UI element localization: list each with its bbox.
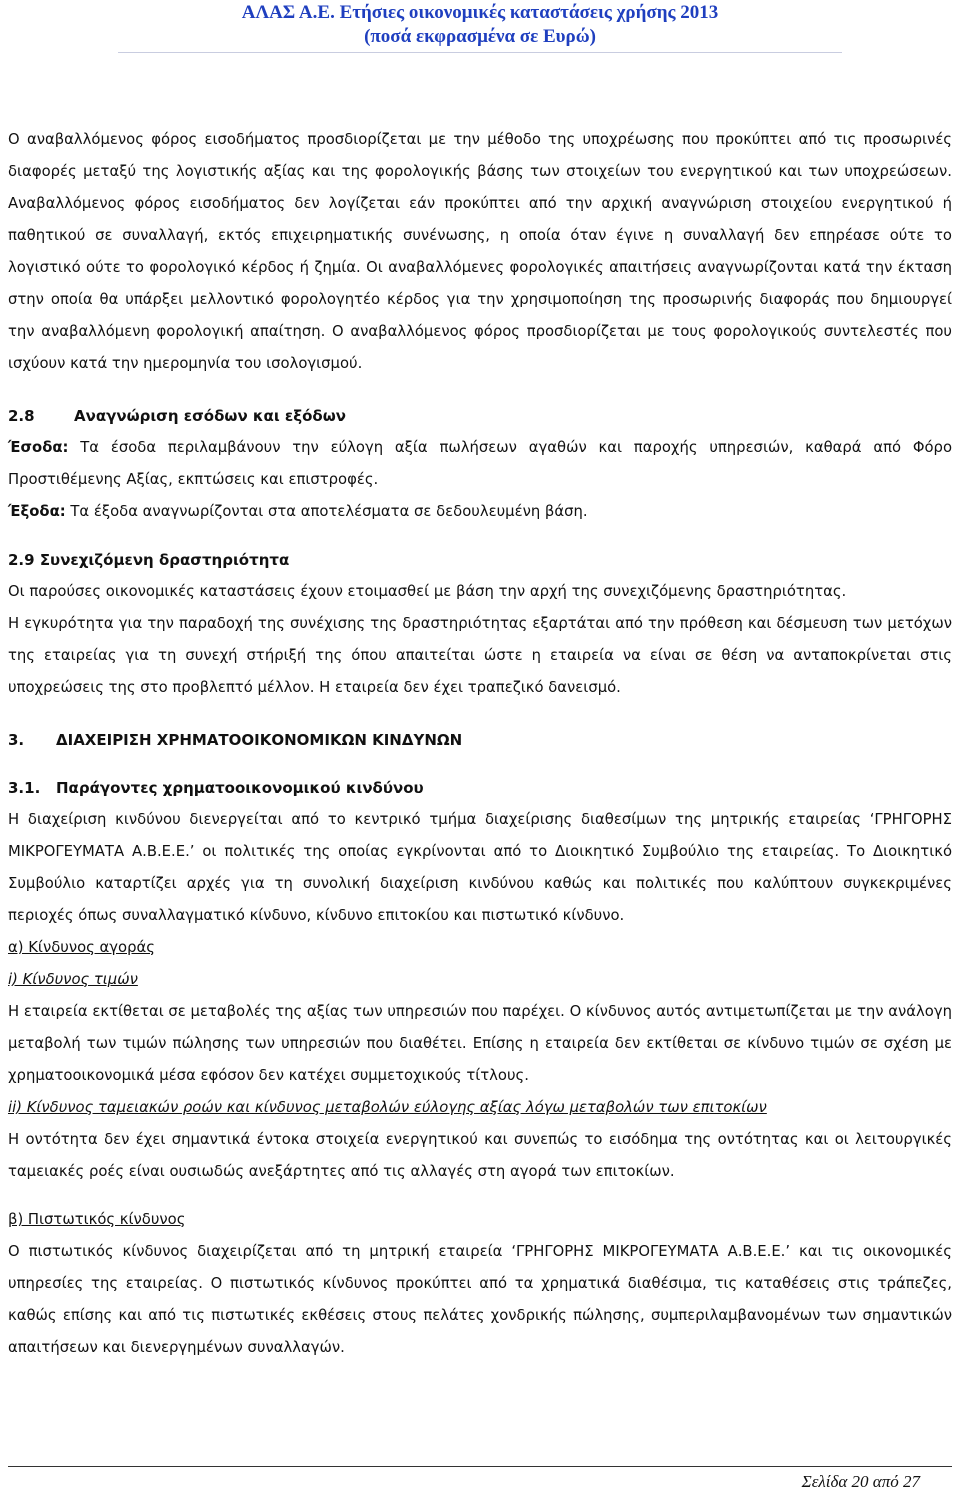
section-2-9-title: Συνεχιζόμενη δραστηριότητα: [39, 551, 290, 569]
income-text: Τα έσοδα περιλαμβάνουν την εύλογη αξία πωλήσεων αγαθών και παροχής υπηρεσιών, καθαρά από Φόρο Προστιθέμενης Αξίας, εκπτώσεις και επιστροφές.: [8, 439, 952, 488]
page-number: Σελίδα 20 από 27: [801, 1472, 920, 1491]
section-3-number: 3.: [8, 731, 25, 749]
going-concern-paragraph-2: Η εγκυρότητα για την παραδοχή της συνέχισης της δραστηριότητας εξαρτάται από την πρόθεση και δέσμευση των μετόχων της εταιρείας για τη συνεχή στήριξή της όπου απαιτείται ώστε η εταιρεία να είναι σε θέση να ανταποκρίνεται στις υποχρεώσεις της στο προβλεπτό μέλλον. Η εταιρεία δεν έχει τραπεζικό δανεισμό.: [8, 615, 952, 696]
income-paragraph: [8, 432, 952, 496]
footer-divider: [8, 1466, 952, 1467]
section-2-8-number: 2.8: [8, 407, 35, 425]
section-2-9-heading: [8, 544, 952, 576]
income-label: Έσοδα:: [8, 439, 69, 456]
section-2-8-title: Αναγνώριση εσόδων και εξόδων: [74, 407, 346, 425]
section-3-title: ΔΙΑΧΕΙΡΙΣΗ ΧΡΗΜΑΤΟΟΙΚΟΝΟΜΙΚΩΝ ΚΙΝΔΥΝΩΝ: [56, 731, 463, 749]
header-divider: [118, 52, 842, 53]
expense-label: Έξοδα:: [8, 503, 66, 520]
market-risk-heading: α) Κίνδυνος αγοράς: [8, 939, 155, 956]
price-risk-paragraph: Η εταιρεία εκτίθεται σε μεταβολές της αξίας των υπηρεσιών που παρέχει. Ο κίνδυνος αυτός αντιμετωπίζεται με την ανάλογη μεταβολή των τιμών πώλησης των υπηρεσιών που διαθέτει. Επίσης η εταιρεία δεν εκτίθεται σε κίνδυνο τιμών σε σχέση με χρηματοοικονομικά μέσα εφόσον δεν κατέχει συμμετοχικούς τίτλους.: [8, 1003, 952, 1084]
report-title: ΑΛΑΣ Α.Ε. Ετήσιες οικονομικές καταστάσεις χρήσης 2013: [241, 2, 719, 23]
risk-management-paragraph: Η διαχείριση κινδύνου διενεργείται από το κεντρικό τμήμα διαχείρισης διαθεσίμων της μητρικής εταιρείας ‘ΓΡΗΓΟΡΗΣ ΜΙΚΡΟΓΕΥΜΑΤΑ Α.Β.Ε.Ε.’ οι πολιτικές της οποίας εγκρίνονται από το Διοικητικό Συμβούλιο της εταιρείας. Το Διοικητικό Συμβούλιο καταρτίζει αρχές για τη συνολική διαχείριση κινδύνου καθώς και πολιτικές που καλύπτουν συγκεκριμένες περιοχές όπως συναλλαγματικό κίνδυνο, κίνδυνο επιτοκίου και πιστωτικό κίνδυνο.: [8, 811, 952, 924]
credit-risk-heading: β) Πιστωτικός κίνδυνος: [8, 1211, 186, 1228]
section-3-1-number: 3.1.: [8, 779, 41, 797]
document-body: [8, 124, 952, 1364]
expense-paragraph: [8, 496, 952, 528]
deferred-tax-paragraph: Ο αναβαλλόμενος φόρος εισοδήματος προσδιορίζεται με την μέθοδο της υποχρέωσης που προκύπτει από τις προσωρινές διαφορές μεταξύ της λογιστικής αξίας και της φορολογικής βάσης των στοιχείων του ενεργητικού και των υποχρεώσεων. Αναβαλλόμενος φόρος εισοδήματος δεν λογίζεται εάν προκύπτει από την αρχική αναγνώριση στοιχείου ενεργητικού ή παθητικού σε συναλλαγή, εκτός επιχειρηματικής συνένωσης, η οποία όταν έγινε η συναλλαγή δεν επηρέασε ούτε το λογιστικό ούτε το φορολογικό κέρδος ή ζημία. Οι αναβαλλόμενες φορολογικές απαιτήσεις αναγνωρίζονται κατά την έκταση στην οποία θα υπάρξει μελλοντικό φορολογητέο κέρδος για την χρησιμοποίηση της προσωρινής διαφοράς που δημιουργεί την αναβαλλόμενη φορολογική απαίτηση. Ο αναβαλλόμενος φόρος προσδιορίζεται με τους φορολογικούς συντελεστές που ισχύουν κατά την ημερομηνία του ισολογισμού.: [8, 131, 952, 372]
price-risk-heading: i) Κίνδυνος τιμών: [8, 971, 138, 988]
cashflow-risk-heading: ii) Κίνδυνος ταμειακών ροών και κίνδυνος μεταβολών εύλογης αξίας λόγω μεταβολών των επιτοκίων: [8, 1099, 767, 1116]
going-concern-paragraph-1: Οι παρούσες οικονομικές καταστάσεις έχουν ετοιμασθεί με βάση την αρχή της συνεχιζόμενης δραστηριότητας.: [8, 583, 847, 600]
credit-risk-paragraph: Ο πιστωτικός κίνδυνος διαχειρίζεται από τη μητρική εταιρεία ‘ΓΡΗΓΟΡΗΣ ΜΙΚΡΟΓΕΥΜΑΤΑ Α.Β.Ε.Ε.’ και τις οικονομικές υπηρεσίες της εταιρείας. Ο πιστωτικός κίνδυνος προκύπτει από τα χρηματικά διαθέσιμα, τις καταθέσεις στις τράπεζες, καθώς επίσης και από τις πιστωτικές εκθέσεις στους πελάτες χονδρικής πώλησης, συμπεριλαμβανομένων των σημαντικών απαιτήσεων και διενεργημένων συναλλαγών.: [8, 1243, 952, 1356]
section-2-8-heading: [8, 400, 952, 432]
section-3-1-title: Παράγοντες χρηματοοικονομικού κινδύνου: [56, 779, 424, 797]
section-2-9-number: 2.9: [8, 551, 35, 569]
report-subtitle: (ποσά εκφρασμένα σε Ευρώ): [364, 26, 596, 47]
section-3-heading: [8, 724, 952, 756]
section-3-1-heading: [8, 772, 952, 804]
cashflow-risk-paragraph: Η οντότητα δεν έχει σημαντικά έντοκα στοιχεία ενεργητικού και συνεπώς το εισόδημα της οντότητας και οι λειτουργικές ταμειακές ροές είναι ουσιωδώς ανεξάρτητες από τις αλλαγές στη αγορά των επιτοκίων.: [8, 1131, 952, 1180]
expense-text: Τα έξοδα αναγνωρίζονται στα αποτελέσματα σε δεδουλευμένη βάση.: [65, 503, 588, 520]
